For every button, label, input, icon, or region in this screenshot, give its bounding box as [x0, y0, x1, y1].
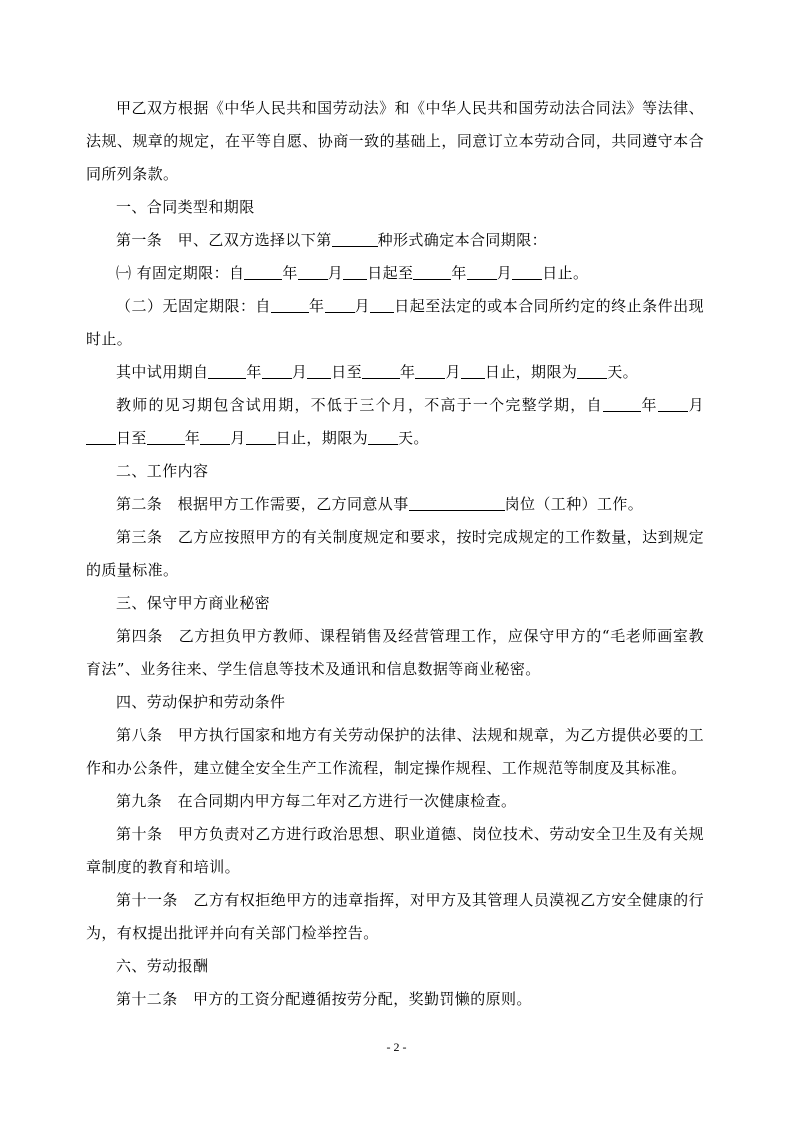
month-text: 月 — [687, 396, 704, 414]
page-number: - 2 - — [386, 1040, 407, 1054]
date-blank — [603, 396, 641, 412]
month-text: 月 — [496, 264, 513, 282]
date-blank — [512, 264, 542, 280]
days-text: 天。 — [398, 429, 429, 447]
date-blank — [658, 396, 688, 412]
open-term-condition-text: 日起至法定的或本合同所约定的终止条件出现时止。 — [86, 297, 704, 348]
days-blank — [368, 429, 398, 445]
month-text: 月 — [445, 363, 461, 381]
day-end-text: 日止。 — [542, 264, 589, 282]
month-text: 月 — [230, 429, 246, 447]
option-open-term-label: （二）无固定期限：自 — [116, 297, 271, 315]
section-heading-labor-protection: 四、劳动保护和劳动条件 — [116, 693, 286, 711]
day-to-text: 日至 — [331, 363, 363, 381]
date-blank — [370, 297, 394, 313]
trial-period-label: 其中试用期自 — [116, 363, 209, 381]
year-text: 年 — [282, 264, 298, 282]
year-text: 年 — [184, 429, 201, 447]
article-3: 第三条 乙方应按照甲方的有关制度规定和要求，按时完成规定的工作数量，达到规定的质量标准。 — [86, 528, 704, 579]
section-heading-work-content: 二、工作内容 — [116, 462, 209, 480]
day-to-text: 日至 — [116, 429, 147, 447]
date-blank — [467, 264, 497, 280]
date-blank — [461, 363, 485, 379]
month-text: 月 — [327, 264, 344, 282]
day-end-text: 日止，期限为 — [484, 363, 578, 381]
days-text: 天。 — [607, 363, 639, 381]
article-11: 第十一条 乙方有权拒绝甲方的违章指挥，对甲方及其管理人员漠视乙方安全健康的行为，有权提出批评并向有关部门检举控告。 — [86, 891, 704, 942]
article-9: 第九条 在合同期内甲方每二年对乙方进行一次健康检查。 — [116, 792, 517, 810]
date-blank — [343, 264, 367, 280]
section-heading-trade-secrets: 三、保守甲方商业秘密 — [116, 594, 271, 612]
date-blank — [362, 363, 400, 379]
date-blank — [271, 297, 309, 313]
date-blank — [413, 264, 451, 280]
internship-period-label: 教师的见习期包含试用期，不低于三个月，不高于一个完整学期，自 — [116, 396, 603, 414]
section-heading-contract-type: 一、合同类型和期限 — [116, 198, 255, 216]
year-text: 年 — [246, 363, 262, 381]
form-choice-blank — [332, 231, 378, 247]
date-blank — [147, 429, 185, 445]
article-10: 第十条 甲方负责对乙方进行政治思想、职业道德、岗位技术、劳动安全卫生及有关规章制度的教育和培训。 — [86, 825, 704, 876]
option-open-term — [86, 290, 704, 356]
day-to-text: 日起至 — [367, 264, 414, 282]
year-text: 年 — [451, 264, 467, 282]
month-text: 月 — [291, 363, 308, 381]
article-12: 第十二条 甲方的工资分配遵循按劳分配，奖勤罚懒的原则。 — [116, 990, 532, 1008]
internship-period — [86, 389, 704, 455]
option-fixed-term-label: ㈠ 有固定期限：自 — [116, 264, 245, 282]
date-blank — [307, 363, 331, 379]
date-blank — [200, 429, 230, 445]
article-8: 第八条 甲方执行国家和地方有关劳动保护的法律、法规和规章，为乙方提供必要的工作和办公条件，建立健全安全生产工作流程，制定操作规程、工作规范等制度及其标准。 — [86, 726, 704, 777]
article-4: 第四条 乙方担负甲方教师、课程销售及经营管理工作，应保守甲方的“毛老师画室教育法”、业务往来、学生信息等技术及通讯和信息数据等商业秘密。 — [86, 627, 704, 678]
option-fixed-term — [86, 257, 704, 290]
year-text: 年 — [640, 396, 658, 414]
section-heading-remuneration: 六、劳动报酬 — [116, 957, 209, 975]
date-blank — [246, 429, 276, 445]
date-blank — [262, 363, 292, 379]
month-text: 月 — [354, 297, 371, 315]
article-1 — [86, 224, 704, 257]
date-blank — [415, 363, 445, 379]
article-2-text-a: 第二条 根据甲方工作需要，乙方同意从事 — [116, 495, 409, 513]
article-1-text-b: 种形式确定本合同期限： — [377, 231, 548, 249]
year-text: 年 — [308, 297, 325, 315]
days-blank — [577, 363, 607, 379]
article-2-text-b: 岗位（工种）工作。 — [504, 495, 644, 513]
day-end-text: 日止，期限为 — [275, 429, 369, 447]
intro-paragraph: 甲乙双方根据《中华人民共和国劳动法》和《中华人民共和国劳动法合同法》等法律、法规、规章的规定，在平等自愿、协商一致的基础上，同意订立本劳动合同，共同遵守本合同所列条款。 — [86, 99, 704, 183]
contract-body — [86, 92, 704, 1016]
position-blank — [409, 495, 505, 511]
date-blank — [325, 297, 355, 313]
year-text: 年 — [400, 363, 416, 381]
article-2 — [86, 488, 704, 521]
trial-period — [86, 356, 704, 389]
date-blank — [86, 429, 116, 445]
date-blank — [298, 264, 328, 280]
date-blank — [244, 264, 282, 280]
article-1-text-a: 第一条 甲、乙双方选择以下第 — [116, 231, 332, 249]
date-blank — [208, 363, 246, 379]
